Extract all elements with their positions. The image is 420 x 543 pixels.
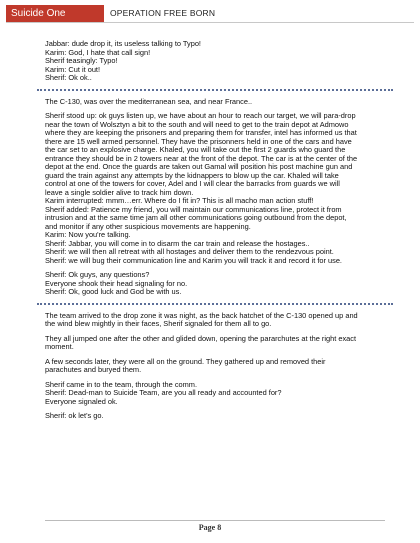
footer-rule xyxy=(45,520,385,521)
page-number: Page 8 xyxy=(198,523,222,532)
text-line: Sherif: Ok, good luck and God be with us. xyxy=(45,287,182,296)
text-line: near the town of Wolsztyn a bit to the south and will need to get to the train depot at Admowo xyxy=(45,119,349,129)
text-line: Sherif stood up: ok guys listen up, we have about an hour to reach our target, we will para-drop xyxy=(45,111,356,120)
drop-paragraph-1 xyxy=(45,312,385,329)
text-line: Karim: Cut it out! xyxy=(45,64,101,74)
chapter-title: OPERATION FREE BORN xyxy=(110,8,216,18)
text-line: Everyone shook their head signaling for no. xyxy=(45,278,188,288)
text-line: Karim interrupted: mmm…err. Where do I fit in? This is all macho man action stuff! xyxy=(45,196,314,205)
text-line: entrance they should be in 2 towers near at the front of the depot. The car is at the center of the xyxy=(45,153,358,163)
drop-paragraph-4 xyxy=(45,381,385,407)
text-line: They all jumped one after the other and glided down, opening the pararchutes at the right exact xyxy=(45,333,357,343)
drop-paragraph-2 xyxy=(45,335,385,352)
text-line: and monitor if any other suspicious movements are happening. xyxy=(45,221,251,231)
dialogue-block-1 xyxy=(45,40,385,83)
text-line: A few seconds later, they were all on the ground. They gathered up and removed their xyxy=(45,356,326,366)
text-line: Sherif: we will bug their communication line and Karim you will track it and record it for use. xyxy=(45,255,342,265)
text-line: the car set to an explosive charge. Khaled, you will take out the first 2 guards who guard the xyxy=(45,145,346,154)
text-line: Sherif: ok let's go. xyxy=(45,411,104,420)
briefing-paragraph xyxy=(45,112,385,265)
text-line: Karim: Now you're talking. xyxy=(45,230,131,239)
text-line: Jabbar: dude drop it, its useless talking to Typo! xyxy=(45,39,201,48)
text-line: Sherif: Jabbar, you will come in to disarm the car train and release the hostages.. xyxy=(45,238,310,248)
book-title: Suicide One xyxy=(6,5,104,22)
text-line: leave a single soldier alive to track him down. xyxy=(45,187,194,197)
section-divider-1 xyxy=(37,89,393,91)
text-line: intrusion and at the same time jam all other communications going outbound from the depot, xyxy=(45,213,347,222)
drop-paragraph-5 xyxy=(45,412,385,421)
text-line: Karim: God, I hate that call sign! xyxy=(45,47,151,57)
text-line: depot at the end. Once the guards are taken out Gamal will position his post machine gun and xyxy=(45,162,353,171)
text-line: the wind blew mightly in their faces, Sherif signaled for them all to go. xyxy=(45,319,272,328)
text-line: Sherif came in to the team, through the comm. xyxy=(45,379,197,389)
drop-paragraph-3 xyxy=(45,358,385,375)
text-line: where they are keeping the prisoners and preparing them for transfer, intel has informed us that xyxy=(45,128,357,137)
text-line: control at one of the towers for cover, Adel and I will clear the barracks from guards we will xyxy=(45,179,340,188)
page-header xyxy=(6,5,414,23)
text-line: Everyone signaled ok. xyxy=(45,396,118,406)
section-divider-2 xyxy=(37,303,393,305)
page-content xyxy=(45,40,385,421)
text-line: moment. xyxy=(45,342,74,351)
intro-line: The C-130, was over the mediterranean sea, and near France.. xyxy=(45,96,253,106)
text-line: Sherif: Dead-man to Suicide Team, are you all ready and accounted for? xyxy=(45,388,282,397)
briefing-closing xyxy=(45,271,385,297)
text-line: Sherif: Ok guys, any questions? xyxy=(45,270,150,279)
text-line: Sherif: we will then all retreat with all hostages and deliver them to the rendezvous point. xyxy=(45,247,334,256)
text-line: Sherif teasingly: Typo! xyxy=(45,56,118,65)
text-line: The team arrived to the drop zone it was night, as the back hatchet of the C-130 opened up and xyxy=(45,310,358,320)
text-line: there are 15 well armed personnel. They have the prisonners held in one of the cars and have xyxy=(45,136,352,146)
text-line: guard the train against any attempts by the kidnappers to blow up the car. Khaled will take xyxy=(45,170,339,180)
text-line: Sherif added: Patience my friend, you will maintain our communications line, protect it from xyxy=(45,204,342,214)
text-line: Sherif: Ok ok.. xyxy=(45,73,92,82)
text-line: parachutes and buryed them. xyxy=(45,365,142,374)
